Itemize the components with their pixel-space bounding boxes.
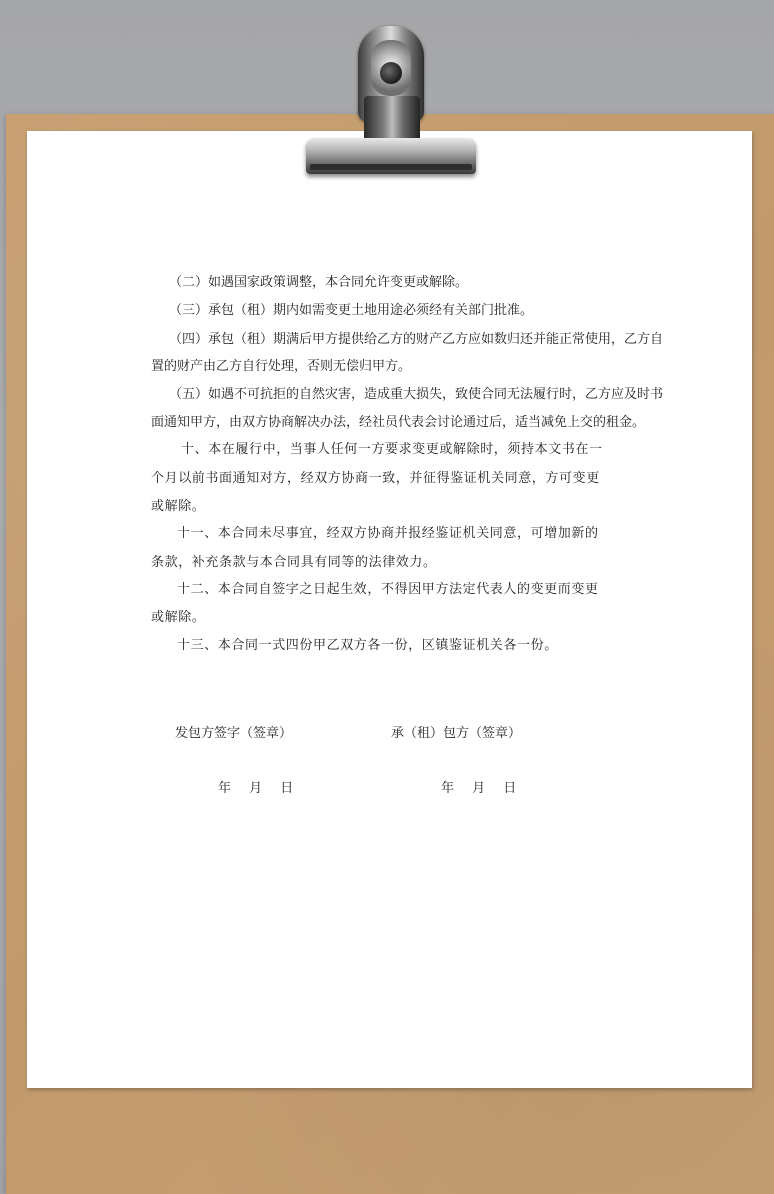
paragraph-line: 十二、本合同自签字之日起生效，不得因甲方法定代表人的变更而变更 bbox=[177, 582, 599, 597]
clip-hole bbox=[380, 62, 402, 84]
paragraph-line: 置的财产由乙方自行处理，否则无偿归甲方。 bbox=[151, 359, 412, 374]
paragraph-line: （四）承包（租）期满后甲方提供给乙方的财产乙方应如数归还并能正常使用，乙方自 bbox=[169, 332, 664, 347]
paragraph-line: 或解除。 bbox=[151, 499, 206, 514]
document-page bbox=[27, 131, 752, 1088]
paragraph-line: 十一、本合同未尽事宜，经双方协商并报经鉴证机关同意，可增加新的 bbox=[177, 526, 599, 541]
paragraph-line: 个月以前书面通知对方，经双方协商一致，并征得鉴证机关同意，方可变更 bbox=[151, 471, 600, 486]
signature-label-contractor: 承（租）包方（签章） bbox=[391, 726, 522, 741]
clip-stem bbox=[364, 96, 420, 144]
paragraph-line: （二）如遇国家政策调整，本合同允许变更或解除。 bbox=[169, 275, 469, 290]
paragraph-line: 条款，补充条款与本合同具有同等的法律效力。 bbox=[151, 555, 437, 570]
paragraph-line: 面通知甲方，由双方协商解决办法，经社员代表会讨论通过后，适当减免上交的租金。 bbox=[151, 415, 646, 430]
date-line-issuer: 年 月 日 bbox=[218, 781, 294, 796]
binder-clip bbox=[300, 26, 480, 178]
paragraph-line: （五）如遇不可抗拒的自然灾害，造成重大损失，致使合同无法履行时，乙方应及时书 bbox=[169, 387, 664, 402]
paragraph-line: （三）承包（租）期内如需变更土地用途必须经有关部门批准。 bbox=[169, 303, 534, 318]
document-body bbox=[27, 131, 752, 1088]
clip-bar bbox=[306, 138, 476, 174]
paragraph-line: 十三、本合同一式四份甲乙双方各一份，区镇鉴证机关各一份。 bbox=[177, 638, 558, 653]
date-line-contractor: 年 月 日 bbox=[441, 781, 517, 796]
paragraph-line: 或解除。 bbox=[151, 610, 206, 625]
paragraph-line: 十、本在履行中，当事人任何一方要求变更或解除时，须持本文书在一 bbox=[181, 442, 603, 457]
signature-label-issuer: 发包方签字（签章） bbox=[175, 726, 293, 741]
